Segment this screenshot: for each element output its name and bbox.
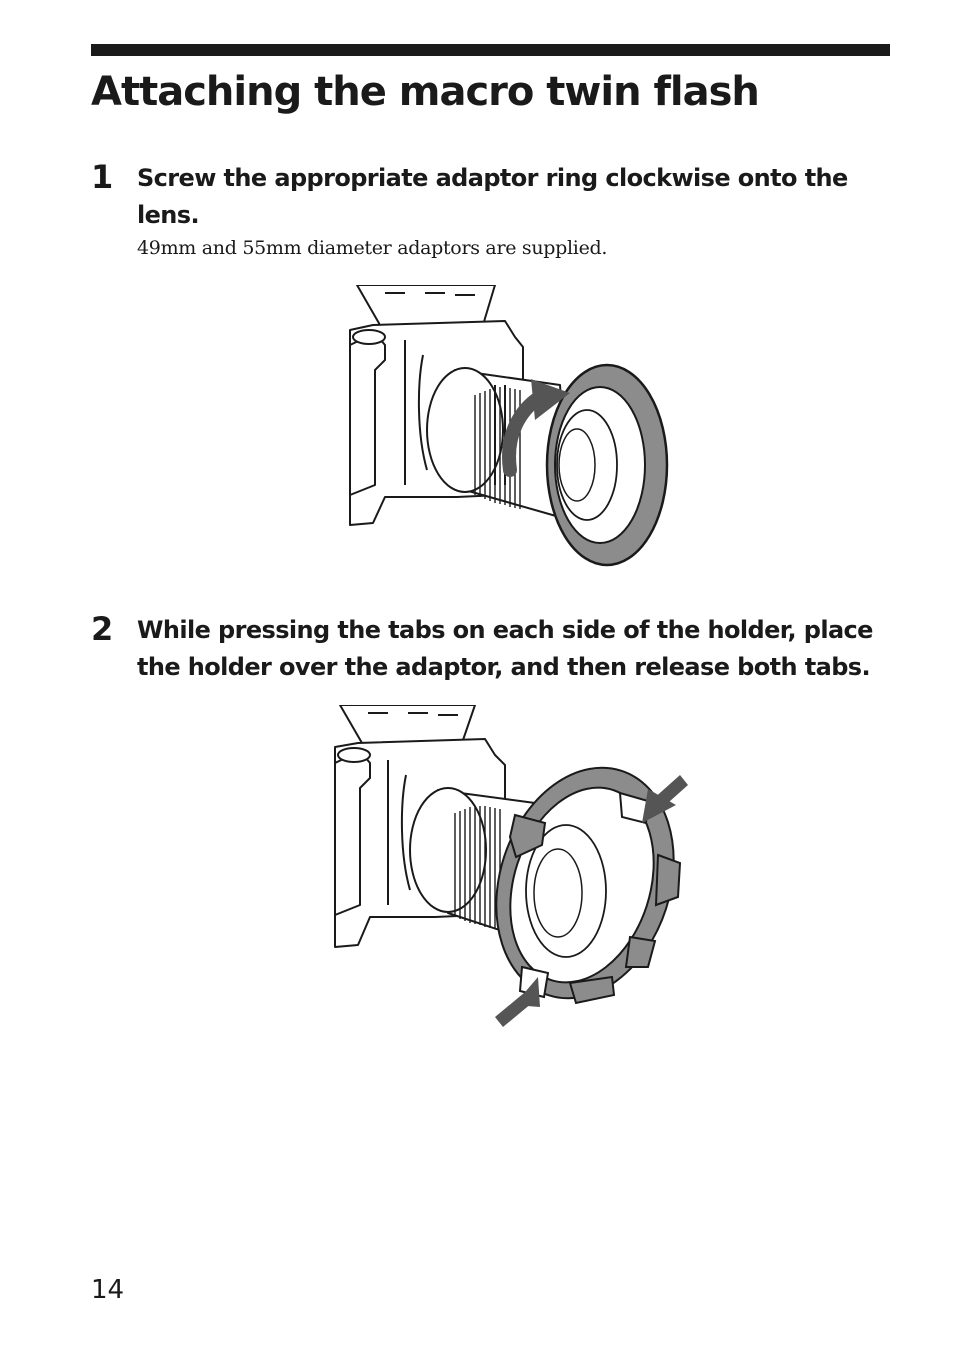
- camera-flash-holder-illustration: [330, 705, 690, 1030]
- page-title: Attaching the macro twin flash: [91, 69, 759, 115]
- header-rule: [91, 44, 890, 56]
- mode-dial: [353, 330, 385, 344]
- flash-unit-top: [357, 285, 495, 325]
- flash-unit-top: [340, 705, 475, 743]
- camera-adaptor-ring-illustration: [345, 285, 675, 570]
- step-2-number: 2: [91, 610, 114, 648]
- step-1-number: 1: [91, 158, 114, 196]
- page-number: 14: [91, 1275, 125, 1305]
- step-2-instruction: While pressing the tabs on each side of the holder, place the holder over the adaptor, and then release both tabs.: [137, 616, 873, 681]
- step-1-instruction: Screw the appropriate adaptor ring clockwise onto the lens.: [137, 164, 848, 229]
- step-1-note: 49mm and 55mm diameter adaptors are supplied.: [137, 237, 608, 259]
- mode-dial: [338, 748, 370, 762]
